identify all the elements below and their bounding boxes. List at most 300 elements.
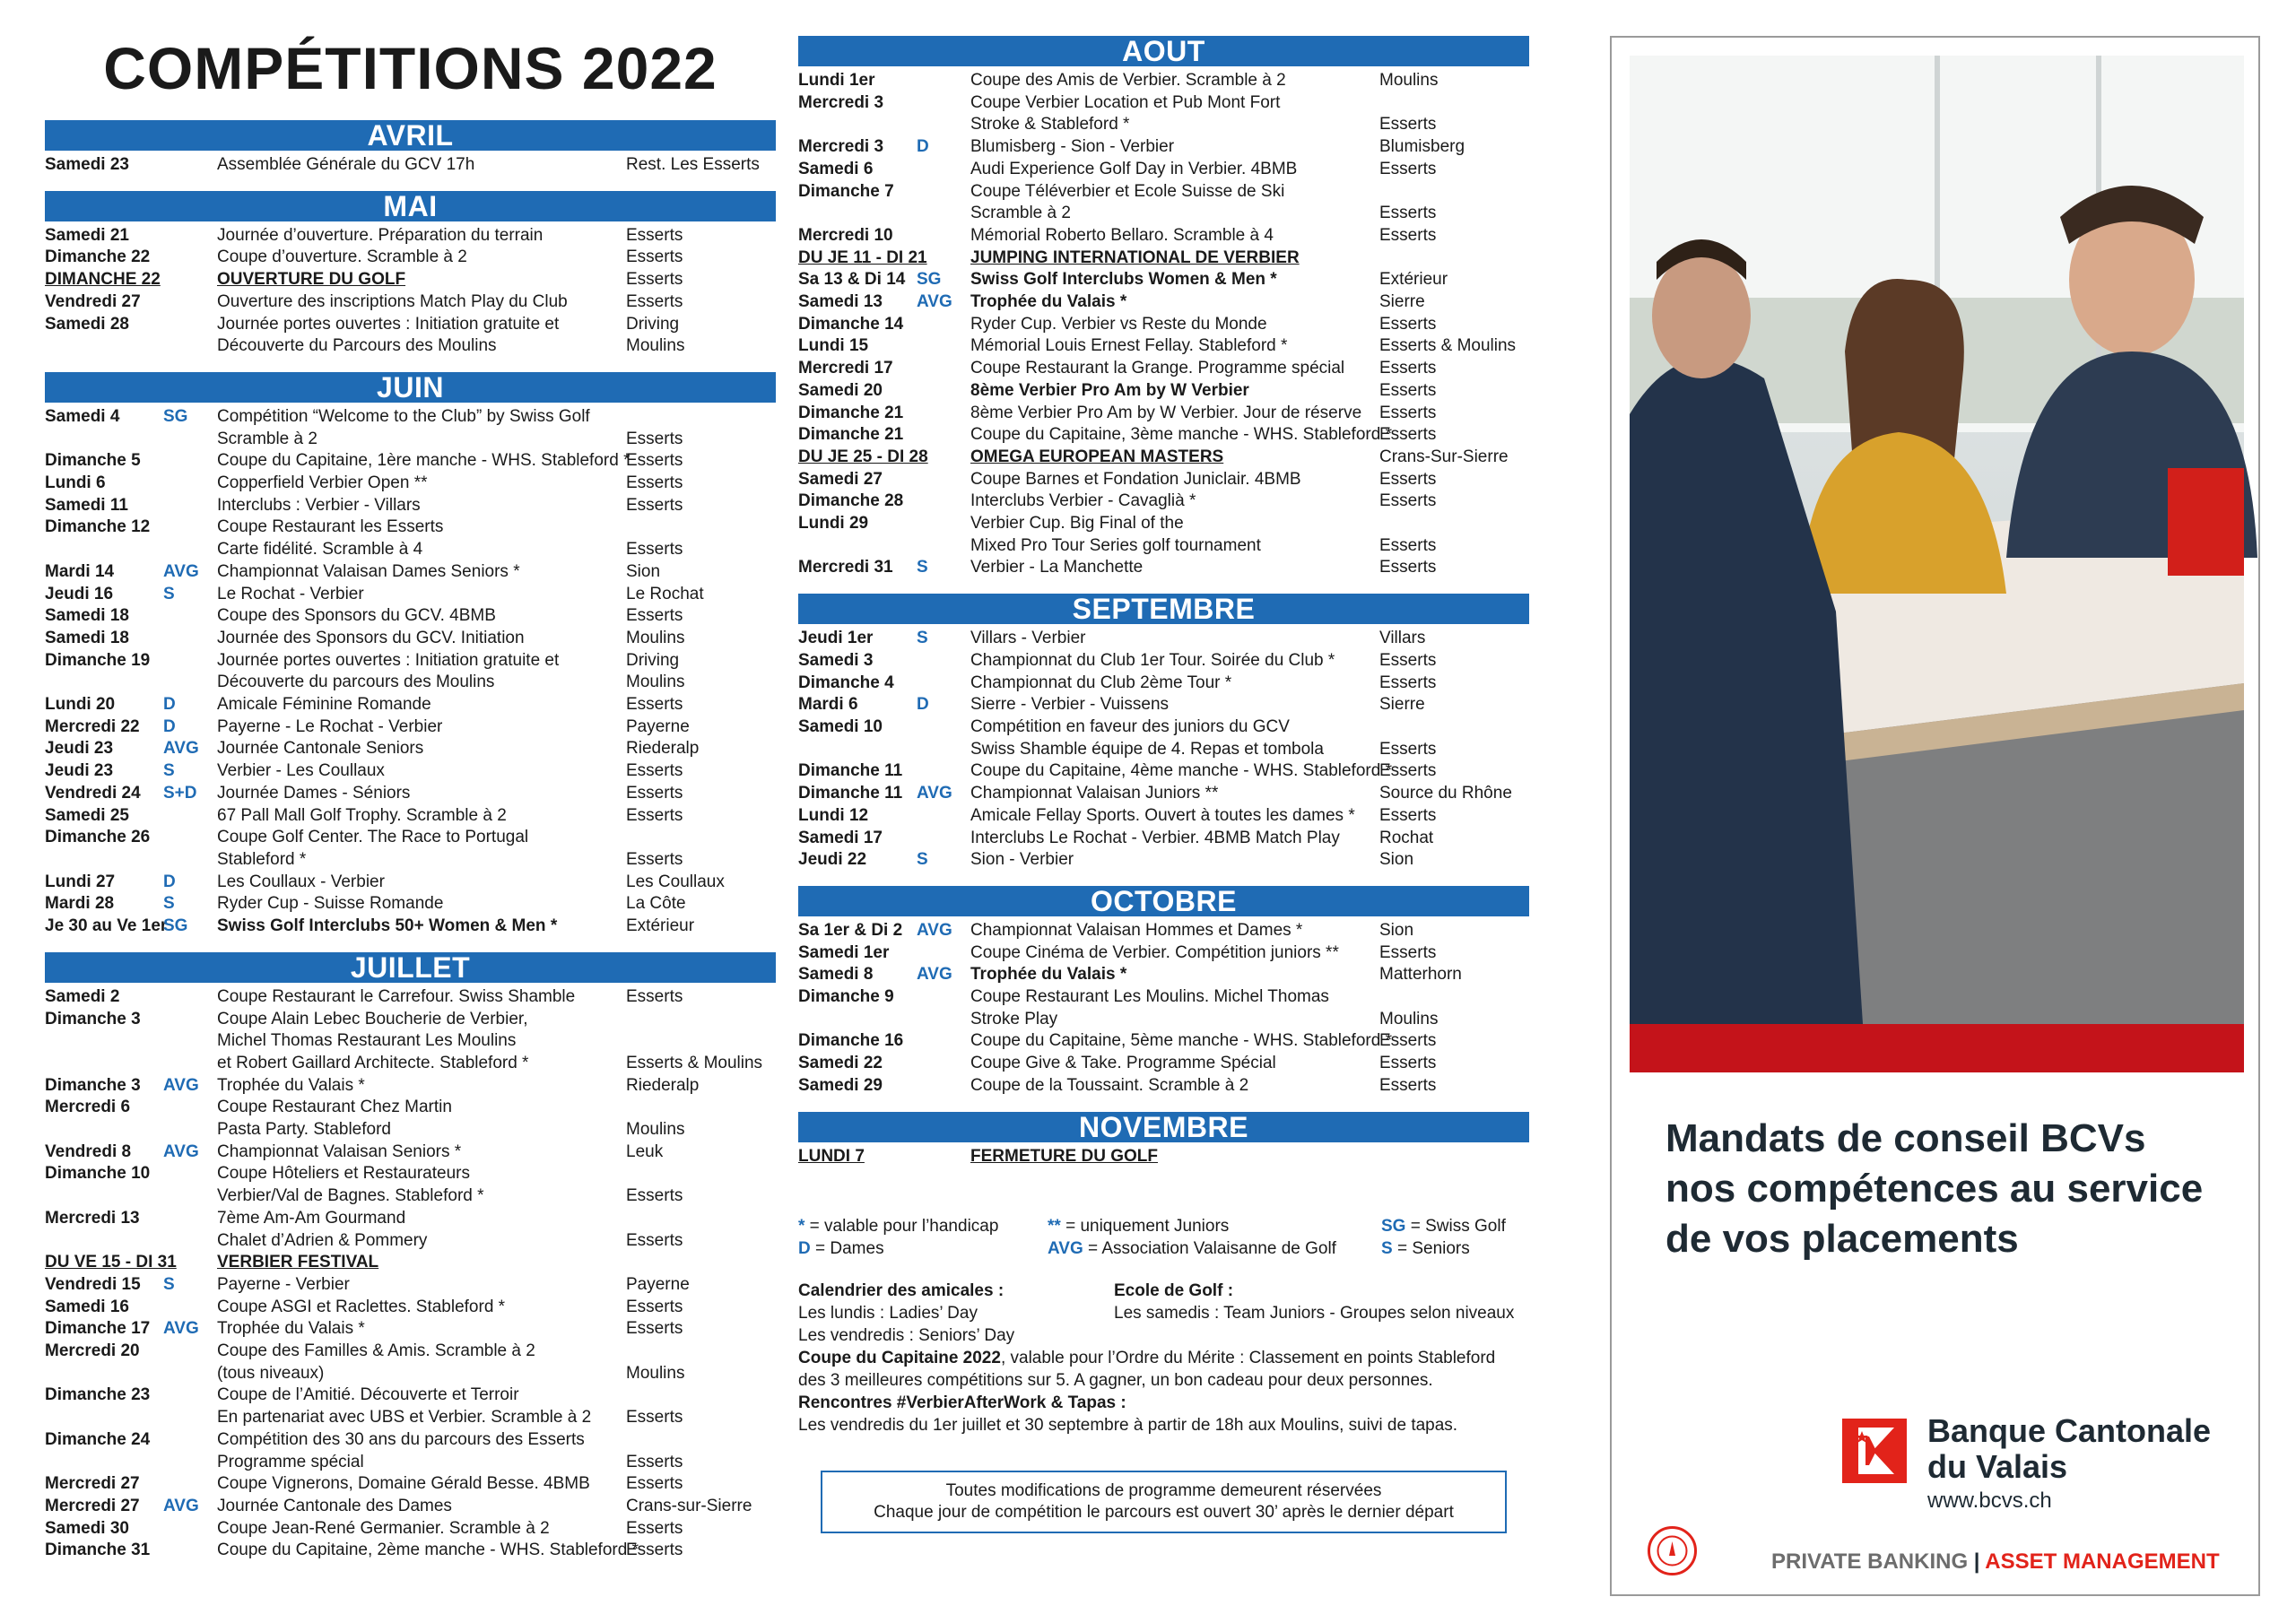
event-row <box>45 314 776 336</box>
event-title: Ryder Cup - Suisse Romande <box>217 894 444 914</box>
event-row <box>798 447 1529 469</box>
legend-text: = Swiss Golf <box>1405 1217 1506 1236</box>
event-date: Samedi 8 <box>798 965 874 985</box>
event-row <box>798 760 1529 783</box>
event-date: Dimanche 21 <box>798 403 904 422</box>
event-date: Dimanche 24 <box>45 1429 151 1449</box>
event-location: Moulins <box>626 1120 685 1140</box>
event-row <box>798 403 1529 425</box>
event-category <box>163 247 217 269</box>
event-category <box>163 650 217 673</box>
event-category: D <box>163 872 176 891</box>
month-header: AOUT <box>798 36 1529 66</box>
event-category <box>163 269 217 291</box>
event-date: LUNDI 7 <box>798 1146 865 1166</box>
event-category <box>917 673 970 695</box>
event-row <box>45 916 776 938</box>
month-header: OCTOBRE <box>798 886 1529 916</box>
event-location: Esserts <box>626 495 683 515</box>
event-title: Verbier/Val de Bagnes. Stableford * <box>217 1186 484 1206</box>
event-row <box>45 1163 776 1185</box>
event-location <box>626 406 776 429</box>
event-row <box>798 828 1529 850</box>
event-location: Esserts <box>626 986 683 1006</box>
event-location: Esserts <box>1379 425 1437 445</box>
event-title: Amicale Fellay Sports. Ouvert à toutes les dames * <box>970 805 1355 825</box>
event-row <box>798 694 1529 716</box>
month-header: NOVEMBRE <box>798 1112 1529 1142</box>
event-row <box>45 154 776 177</box>
legend-text: = valable pour l’handicap <box>804 1217 999 1236</box>
event-location: Esserts <box>626 849 683 869</box>
event-title: Coupe des Sponsors du GCV. 4BMB <box>217 606 496 626</box>
event-location <box>626 1341 776 1363</box>
event-date: Samedi 30 <box>45 1518 129 1538</box>
event-row <box>45 1009 776 1031</box>
event-location <box>1379 247 1529 270</box>
event-row <box>798 557 1529 579</box>
event-row <box>45 893 776 916</box>
event-category <box>163 450 217 473</box>
bank-name-line: du Valais <box>1927 1448 2068 1485</box>
event-title: Coupe ASGI et Raclettes. Stableford * <box>217 1297 506 1316</box>
private-banking-label: PRIVATE BANKING <box>1771 1549 1969 1574</box>
event-category <box>917 447 970 469</box>
event-category <box>163 225 217 247</box>
event-location: Esserts <box>626 247 683 267</box>
event-title: Interclubs : Verbier - Villars <box>217 495 421 515</box>
event-location: Esserts <box>626 270 683 290</box>
event-title: Trophée du Valais * <box>217 1319 365 1339</box>
notice-line: Toutes modifications de programme demeurent réservées <box>945 1481 1382 1500</box>
event-date: Mercredi 31 <box>798 558 893 577</box>
event-date: Mercredi 27 <box>45 1496 140 1515</box>
event-title: Journée portes ouvertes : Initiation gratuite et <box>217 314 560 334</box>
event-row <box>798 335 1529 358</box>
event-location <box>626 1429 776 1452</box>
event-category <box>917 535 970 558</box>
event-row <box>798 490 1529 513</box>
event-row <box>45 429 776 451</box>
event-location <box>626 1009 776 1031</box>
event-row <box>45 495 776 517</box>
page-title: COMPÉTITIONS 2022 <box>103 35 718 101</box>
event-title: Coupe Verbier Location et Pub Mont Fort <box>970 92 1281 112</box>
event-location: Driving <box>626 314 680 334</box>
event-category: S <box>917 629 928 648</box>
event-title: Mémorial Roberto Bellaro. Scramble à 4 <box>970 225 1274 245</box>
event-title: Verbier - La Manchette <box>970 558 1144 577</box>
event-category <box>163 1429 217 1452</box>
event-category: SG <box>917 270 942 290</box>
event-title: Compétition en faveur des juniors du GCV <box>970 716 1290 736</box>
event-title: Coupe du Capitaine, 5ème manche - WHS. Stableford * <box>970 1031 1392 1051</box>
event-row <box>45 1407 776 1429</box>
event-title: (tous niveaux) <box>217 1363 325 1383</box>
event-category <box>917 805 970 828</box>
event-date: Dimanche 4 <box>798 673 894 692</box>
event-date: Mercredi 27 <box>45 1474 140 1494</box>
event-location: Esserts <box>626 1541 683 1560</box>
event-date: Lundi 20 <box>45 695 116 715</box>
event-row <box>45 1097 776 1119</box>
event-location: Leuk <box>626 1141 664 1161</box>
event-title: Coupe du Capitaine, 4ème manche - WHS. Stableford * <box>970 761 1392 781</box>
event-location: Moulins <box>626 673 685 692</box>
asset-management-label: ASSET MANAGEMENT <box>1985 1549 2220 1574</box>
event-title: Assemblée Générale du GCV 17h <box>217 155 475 174</box>
event-row <box>45 450 776 473</box>
event-location: Esserts <box>1379 1031 1437 1051</box>
event-date: Dimanche 28 <box>798 491 904 511</box>
event-title: 67 Pall Mall Golf Trophy. Scramble à 2 <box>217 805 507 825</box>
event-row <box>45 805 776 828</box>
event-row <box>45 1141 776 1164</box>
valais-seal-icon <box>1648 1526 1697 1575</box>
event-date: Samedi 3 <box>798 650 874 670</box>
event-date: Samedi 23 <box>45 155 129 174</box>
event-row <box>45 1230 776 1253</box>
legend-text: = Association Valaisanne de Golf <box>1083 1239 1336 1258</box>
event-row <box>798 1053 1529 1075</box>
event-row <box>45 986 776 1009</box>
event-location: Extérieur <box>626 916 695 936</box>
event-title: OUVERTURE DU GOLF <box>217 270 406 290</box>
event-row <box>45 872 776 894</box>
event-location: Esserts <box>626 1319 683 1339</box>
event-category <box>163 1252 217 1274</box>
event-location: Esserts <box>626 805 683 825</box>
event-category <box>917 70 970 92</box>
info-block <box>798 1215 1529 1436</box>
event-category: AVG <box>163 1496 199 1515</box>
event-title: Chalet d’Adrien & Pommery <box>217 1230 428 1250</box>
event-location: Esserts <box>626 695 683 715</box>
event-location: Esserts <box>1379 491 1437 511</box>
event-title: 7ème Am-Am Gourmand <box>217 1208 406 1228</box>
event-location: Esserts <box>1379 225 1437 245</box>
event-title: Trophée du Valais * <box>217 1075 365 1095</box>
event-category <box>163 1185 217 1208</box>
schedule-column-right <box>798 36 1529 1182</box>
event-title: Ryder Cup. Verbier vs Reste du Monde <box>970 314 1267 334</box>
event-title: Journée Dames - Séniors <box>217 783 411 803</box>
month-section <box>798 886 1529 1098</box>
event-category <box>163 516 217 539</box>
event-category: S <box>163 761 175 781</box>
legend-symbol: SG <box>1381 1217 1406 1236</box>
legend-row <box>798 1215 1529 1237</box>
event-row <box>45 1452 776 1474</box>
event-row <box>45 269 776 291</box>
event-title: Blumisberg - Sion - Verbier <box>970 137 1175 157</box>
event-location: Sion <box>1379 850 1414 870</box>
event-row <box>798 70 1529 92</box>
event-category <box>917 358 970 380</box>
event-location: Esserts <box>626 783 683 803</box>
event-title: Découverte du parcours des Moulins <box>217 673 495 692</box>
event-row <box>798 92 1529 115</box>
event-category <box>163 1208 217 1230</box>
bcvs-logo-icon <box>1842 1419 1907 1483</box>
event-row <box>798 203 1529 225</box>
event-location <box>1379 986 1529 1009</box>
event-title: Interclubs Verbier - Cavaglià * <box>970 491 1196 511</box>
event-category: D <box>163 695 176 715</box>
event-location: Esserts <box>1379 1054 1437 1073</box>
event-category: S <box>163 894 175 914</box>
event-title: Coupe Vignerons, Domaine Gérald Besse. 4BMB <box>217 1474 590 1494</box>
event-date: Lundi 27 <box>45 872 116 891</box>
event-row <box>798 469 1529 491</box>
event-category <box>917 92 970 115</box>
event-date: Dimanche 3 <box>45 1075 141 1095</box>
event-date: Mercredi 10 <box>798 225 893 245</box>
event-category <box>917 203 970 225</box>
event-category: S <box>917 558 928 577</box>
event-date <box>798 203 917 225</box>
event-title: Scramble à 2 <box>970 204 1071 223</box>
month-section <box>798 594 1529 872</box>
event-date: Mardi 14 <box>45 561 115 581</box>
amicales-line: Les vendredis : Seniors’ Day <box>798 1326 1015 1345</box>
event-date: Lundi 12 <box>798 805 869 825</box>
event-date: Lundi 15 <box>798 336 869 356</box>
event-row <box>798 964 1529 986</box>
event-date <box>798 1009 917 1031</box>
event-title: Michel Thomas Restaurant Les Moulins <box>217 1031 517 1051</box>
event-row <box>798 358 1529 380</box>
event-location <box>626 827 776 849</box>
event-category <box>163 335 217 358</box>
event-date: Samedi 13 <box>798 292 883 312</box>
event-date: Dimanche 17 <box>45 1319 151 1339</box>
event-title: Coupe Restaurant les Esserts <box>217 517 444 537</box>
event-row <box>45 1318 776 1341</box>
event-date: Mardi 6 <box>798 695 858 715</box>
event-category <box>163 1384 217 1407</box>
legend <box>798 1215 1529 1260</box>
legend-text: = uniquement Juniors <box>1060 1217 1230 1236</box>
legend-symbol: ** <box>1048 1217 1061 1236</box>
event-date: Mercredi 20 <box>45 1341 140 1361</box>
event-title: Compétition “Welcome to the Club” by Swiss Golf <box>217 406 590 426</box>
ad-headline-line: Mandats de conseil BCVs <box>1665 1116 2146 1160</box>
month-header: JUIN <box>45 372 776 403</box>
month-section <box>45 191 776 358</box>
event-title: Championnat Valaisan Juniors ** <box>970 784 1219 803</box>
event-row <box>45 1297 776 1319</box>
event-row <box>45 1518 776 1541</box>
afterwork-note <box>798 1392 1529 1436</box>
event-category <box>163 827 217 849</box>
event-title: Carte fidélité. Scramble à 4 <box>217 540 423 560</box>
event-date: Dimanche 22 <box>45 247 151 267</box>
event-row <box>798 535 1529 558</box>
event-date: Mercredi 17 <box>798 359 893 378</box>
event-category <box>163 1119 217 1141</box>
event-row <box>45 1030 776 1053</box>
event-category <box>917 469 970 491</box>
event-date: Samedi 28 <box>45 314 129 334</box>
event-category: AVG <box>917 920 952 940</box>
event-category <box>917 513 970 535</box>
event-location <box>1379 1146 1529 1168</box>
event-category <box>163 1030 217 1053</box>
event-title: Villars - Verbier <box>970 629 1086 648</box>
event-title: Programme spécial <box>217 1452 364 1471</box>
event-row <box>798 1075 1529 1098</box>
event-title: Coupe de la Toussaint. Scramble à 2 <box>970 1075 1249 1095</box>
schedule-column-left <box>45 120 776 1576</box>
event-row <box>798 424 1529 447</box>
event-category <box>163 1452 217 1474</box>
event-title: Pasta Party. Stableford <box>217 1120 391 1140</box>
event-date: Jeudi 1er <box>798 629 874 648</box>
event-row <box>45 1252 776 1274</box>
event-category <box>163 1009 217 1031</box>
captain-cup-text: , valable pour l’Ordre du Mérite : Classement en points Stableford <box>1000 1349 1496 1367</box>
event-row <box>45 672 776 694</box>
event-row <box>45 738 776 760</box>
event-date: Samedi 27 <box>798 469 883 489</box>
event-row <box>798 673 1529 695</box>
event-date: Jeudi 16 <box>45 584 114 603</box>
event-category <box>163 1053 217 1075</box>
event-date: Sa 1er & Di 2 <box>798 920 903 940</box>
event-title: Coupe Cinéma de Verbier. Compétition juniors ** <box>970 942 1339 962</box>
month-header: SEPTEMBRE <box>798 594 1529 624</box>
event-row <box>45 827 776 849</box>
event-date <box>45 1230 163 1253</box>
event-category <box>163 473 217 495</box>
event-location: Esserts <box>1379 159 1437 178</box>
event-title: Journée Cantonale des Dames <box>217 1496 452 1515</box>
event-location: Esserts <box>626 1186 683 1206</box>
event-row <box>798 269 1529 291</box>
event-location: Moulins <box>1379 71 1439 90</box>
event-row <box>45 1384 776 1407</box>
event-location: Crans-Sur-Sierre <box>1379 447 1509 466</box>
event-date <box>798 114 917 136</box>
event-title: Coupe Golf Center. The Race to Portugal <box>217 828 529 847</box>
event-title: 8ème Verbier Pro Am by W Verbier. Jour de réserve <box>970 403 1362 422</box>
event-location: Esserts <box>626 291 683 311</box>
event-row <box>798 920 1529 942</box>
event-title: Verbier Cup. Big Final of the <box>970 514 1184 534</box>
event-location: Moulins <box>626 336 685 356</box>
event-location: Esserts <box>626 473 683 493</box>
event-date: Mardi 28 <box>45 894 115 914</box>
event-date <box>45 1363 163 1385</box>
event-date: Samedi 25 <box>45 805 129 825</box>
event-title: Swiss Golf Interclubs 50+ Women & Men * <box>217 916 558 936</box>
event-row <box>45 694 776 716</box>
advisors-photo-illustration <box>1630 56 2244 1072</box>
event-location: Riederalp <box>626 739 700 759</box>
event-date: Jeudi 23 <box>45 761 114 781</box>
bank-url[interactable]: www.bcvs.ch <box>1927 1488 2052 1513</box>
event-row <box>45 584 776 606</box>
event-location: Villars <box>1379 629 1426 648</box>
event-title: OMEGA EUROPEAN MASTERS <box>970 447 1224 466</box>
event-row <box>798 291 1529 314</box>
event-location: Sion <box>626 561 661 581</box>
event-row <box>45 1429 776 1452</box>
event-date <box>45 672 163 694</box>
event-date: Vendredi 15 <box>45 1274 141 1294</box>
event-date: Samedi 16 <box>45 1297 129 1316</box>
event-category: AVG <box>917 784 952 803</box>
event-row <box>798 159 1529 181</box>
amicales-line: Les lundis : Ladies’ Day <box>798 1304 978 1323</box>
event-category <box>163 1230 217 1253</box>
event-row <box>798 783 1529 805</box>
event-date <box>45 1452 163 1474</box>
event-row <box>798 986 1529 1009</box>
month-header: JUILLET <box>45 952 776 983</box>
event-category: D <box>163 716 176 736</box>
event-title: Stroke Play <box>970 1009 1058 1028</box>
event-title: Découverte du Parcours des Moulins <box>217 336 497 356</box>
event-row <box>45 1540 776 1562</box>
event-category <box>163 672 217 694</box>
event-category <box>163 605 217 628</box>
event-location: Esserts <box>626 451 683 471</box>
event-location: Sierre <box>1379 292 1425 312</box>
event-date: Dimanche 14 <box>798 314 904 334</box>
event-location: Esserts <box>626 1230 683 1250</box>
event-row <box>45 760 776 783</box>
golf-school <box>1114 1280 1514 1347</box>
event-location: La Côte <box>626 894 686 914</box>
event-row <box>798 513 1529 535</box>
event-date: Samedi 22 <box>798 1054 883 1073</box>
event-date: Dimanche 21 <box>798 425 904 445</box>
event-date: Dimanche 26 <box>45 828 151 847</box>
event-category <box>163 1341 217 1363</box>
event-date: Samedi 4 <box>45 406 120 426</box>
event-category <box>917 159 970 181</box>
event-title: Coupe Alain Lebec Boucherie de Verbier, <box>217 1009 528 1028</box>
event-location: Esserts <box>626 606 683 626</box>
event-title: Coupe d’ouverture. Scramble à 2 <box>217 247 467 267</box>
event-title: Coupe du Capitaine, 2ème manche - WHS. Stableford * <box>217 1541 639 1560</box>
event-date: Mercredi 22 <box>45 716 140 736</box>
event-category <box>917 335 970 358</box>
event-title: Journée Cantonale Seniors <box>217 739 424 759</box>
event-category <box>163 1297 217 1319</box>
event-title: Swiss Shamble équipe de 4. Repas et tombola <box>970 739 1324 759</box>
event-category: AVG <box>163 1319 199 1339</box>
captain-cup-note <box>798 1347 1529 1392</box>
event-title: Coupe du Capitaine, 3ème manche - WHS. Stableford * <box>970 425 1392 445</box>
event-location: Esserts <box>626 1474 683 1494</box>
event-location <box>1379 92 1529 115</box>
event-location: Moulins <box>626 1363 685 1383</box>
event-title: Trophée du Valais * <box>970 965 1127 985</box>
event-location <box>1379 716 1529 739</box>
event-row <box>798 136 1529 159</box>
event-date: Vendredi 8 <box>45 1141 132 1161</box>
event-date: Samedi 1er <box>798 942 890 962</box>
event-row <box>798 1146 1529 1168</box>
event-location: Esserts <box>626 1297 683 1316</box>
event-title: Championnat du Club 2ème Tour * <box>970 673 1232 692</box>
event-location <box>1379 513 1529 535</box>
event-date: Samedi 11 <box>45 495 128 515</box>
event-location <box>626 1252 776 1274</box>
